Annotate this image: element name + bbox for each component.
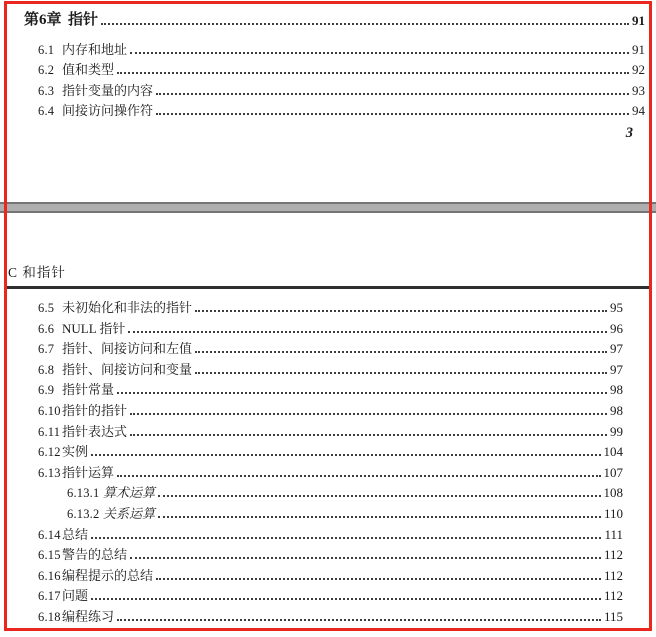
entry-number: 6.2: [38, 63, 55, 78]
entry-number: 6.3: [38, 83, 55, 98]
page-number: 107: [603, 464, 623, 480]
page-number: 95: [610, 300, 623, 316]
page-number: 99: [610, 423, 623, 439]
entry-number: 6.15: [38, 548, 61, 563]
entry-number: 6.8: [38, 362, 55, 377]
entry-number: 6.6: [38, 321, 55, 336]
page-number: 94: [632, 103, 645, 119]
page-number: 115: [603, 609, 623, 624]
entry-title: 算术运算: [103, 485, 156, 501]
entry-number: 6.13.1: [67, 486, 100, 501]
page-number: 91: [632, 13, 645, 28]
entry-number: 6.7: [38, 342, 55, 357]
page-number: 91: [632, 41, 645, 57]
entry-title: 指针常量: [62, 382, 115, 398]
page-number: 98: [610, 382, 623, 398]
entry-title: 实例: [62, 444, 89, 460]
entry-title: 内存和地址: [62, 41, 128, 57]
entry-title: 指针、间接访问和变量: [62, 361, 193, 377]
entry-title: 编程练习: [62, 609, 115, 624]
page-number: 97: [610, 361, 623, 377]
annotation-red-box: [4, 1, 652, 631]
entry-title: 未初始化和非法的指针: [62, 300, 193, 316]
entry-title: 问题: [62, 588, 89, 604]
entry-number: 6.4: [38, 104, 55, 119]
page-number: 97: [610, 341, 623, 357]
entry-title: NULL 指针: [62, 320, 126, 336]
entry-number: 6.12: [38, 445, 61, 460]
page-number: 111: [604, 526, 623, 542]
chapter-number: 第6章: [24, 12, 62, 28]
entry-title: 间接访问操作符: [62, 103, 154, 119]
running-header: C 和指针: [8, 265, 66, 280]
entry-title: 值和类型: [62, 62, 115, 78]
entry-number: 6.17: [38, 589, 61, 604]
page-number: 96: [610, 320, 623, 336]
page-number: 104: [603, 444, 623, 460]
page-number: 92: [632, 62, 645, 78]
entry-number: 6.18: [38, 610, 61, 624]
entry-number: 6.10: [38, 404, 61, 419]
entry-title: 总结: [62, 526, 89, 542]
entry-title: 指针的指针: [62, 403, 128, 419]
chapter-title: 指针: [68, 12, 99, 28]
page-number: 108: [603, 485, 623, 501]
entry-number: 6.16: [38, 568, 61, 583]
entry-number: 6.14: [38, 527, 61, 542]
page-number: 98: [610, 403, 623, 419]
entry-title: 指针变量的内容: [62, 82, 154, 98]
entry-title: 关系运算: [103, 506, 156, 522]
entry-title: 警告的总结: [62, 547, 128, 563]
entry-title: 指针运算: [62, 464, 115, 480]
page-number: 112: [603, 567, 623, 583]
page-number: 112: [603, 547, 623, 563]
entry-number: 6.1: [38, 42, 55, 57]
page-number: 112: [603, 588, 623, 604]
entry-title: 指针表达式: [62, 423, 128, 439]
page-number: 93: [632, 82, 645, 98]
entry-title: 编程提示的总结: [62, 567, 154, 583]
entry-number: 6.9: [38, 383, 55, 398]
entry-number: 6.13: [38, 465, 61, 480]
page-number: 110: [603, 506, 623, 522]
page-folio: 3: [625, 125, 633, 141]
entry-title: 指针、间接访问和左值: [62, 341, 193, 357]
entry-number: 6.11: [38, 424, 61, 439]
entry-number: 6.13.2: [67, 507, 100, 522]
entry-number: 6.5: [38, 301, 55, 316]
